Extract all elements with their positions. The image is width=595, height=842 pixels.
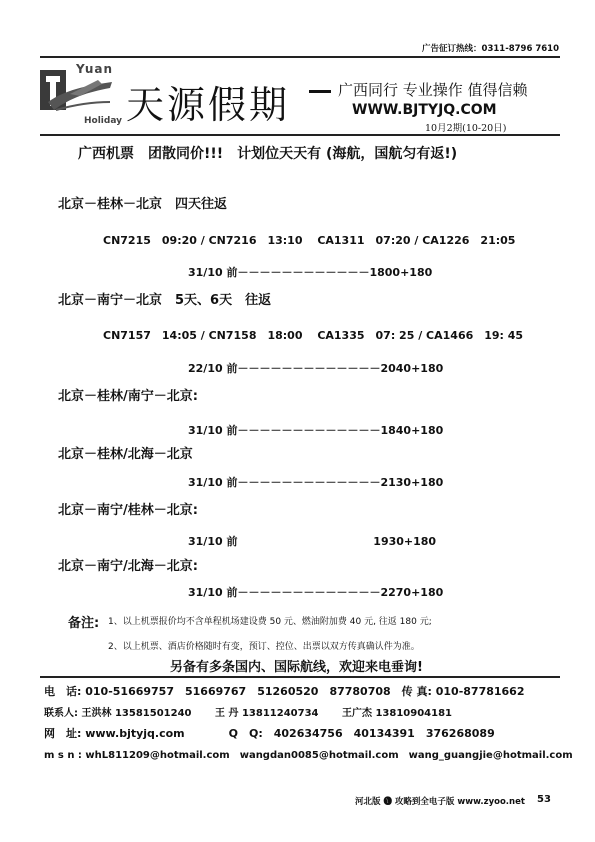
route-price: 31/10 前－－－－－－－－－－－－－2270+180 (188, 586, 444, 599)
route-title: 北京－桂林－北京 四天往返 (58, 197, 228, 212)
contact-persons: 联系人: 王洪林 13581501240 王 丹 13811240734 王广杰 13810904181 (44, 708, 452, 719)
route-title: 北京－南宁/北海－北京: (58, 559, 198, 574)
route-title: 北京－桂林/北海－北京 (58, 447, 193, 462)
notes-label: 备注: (68, 616, 100, 631)
top-divider (40, 56, 560, 58)
headline: 广西机票 团散同价!!! 计划位天天有 (海航，国航匀有返!) (78, 146, 458, 162)
header-divider (40, 134, 560, 136)
contact-msn[interactable]: m s n : whL811209@hotmail.com wangdan0085@hotmail.com wang_guangjie@hotmail.com (44, 750, 573, 761)
issue-date: 10月2期(10-20日) (425, 123, 507, 134)
brand-slogan: 广西同行 专业操作 值得信赖 (338, 81, 528, 99)
route-title: 北京－南宁/桂林－北京: (58, 503, 198, 518)
route-flights: CN7157 14:05 / CN7158 18:00 CA1335 07: 25 / CA1466 19: 45 (103, 329, 524, 342)
route-price: 22/10 前－－－－－－－－－－－－－2040+180 (188, 362, 444, 375)
logo-text-bottom: Holiday (84, 116, 122, 126)
contact-phone: 电 话: 010-51669757 51669767 51260520 87780708 传 真: 010-87781662 (44, 685, 525, 698)
note-item: 2、以上机票、酒店价格随时有变，预订、控位、出票以双方传真确认件为准。 (108, 642, 420, 652)
page-number: 53 (537, 794, 551, 805)
brand-title: 天源假期 (126, 83, 291, 127)
route-title: 北京－南宁－北京 5天、6天 往返 (58, 293, 272, 308)
invite-text: 另备有多条国内、国际航线，欢迎来电垂询! (170, 660, 423, 675)
route-price: 31/10 前－－－－－－－－－－－－－2130+180 (188, 476, 444, 489)
brand-url[interactable]: WWW.BJTYJQ.COM (352, 102, 497, 118)
contact-divider (40, 676, 560, 678)
contact-web-qq[interactable]: 网 址: www.bjtyjq.com Q Q: 402634756 40134391 376268089 (44, 727, 495, 740)
route-flights: CN7215 09:20 / CN7216 13:10 CA1311 07:20 / CA1226 21:05 (103, 234, 516, 247)
brand-dash (309, 90, 331, 93)
ad-hotline: 广告征订热线：0311-8796 7610 (422, 44, 559, 54)
route-price: 31/10 前－－－－－－－－－－－－1800+180 (188, 266, 433, 279)
route-price: 31/10 前－－－－－－－－－－－－－1840+180 (188, 424, 444, 437)
footer-text: 河北版 🅨 攻略到全电子版 www.zyoo.net (355, 797, 525, 807)
note-item: 1、以上机票报价均不含单程机场建设费 50 元、燃油附加费 40 元, 往返 180 元; (108, 617, 432, 627)
route-title: 北京－桂林/南宁－北京: (58, 389, 198, 404)
logo-text-top: Yuan (76, 62, 113, 76)
route-price: 31/10 前 1930+180 (188, 535, 437, 548)
